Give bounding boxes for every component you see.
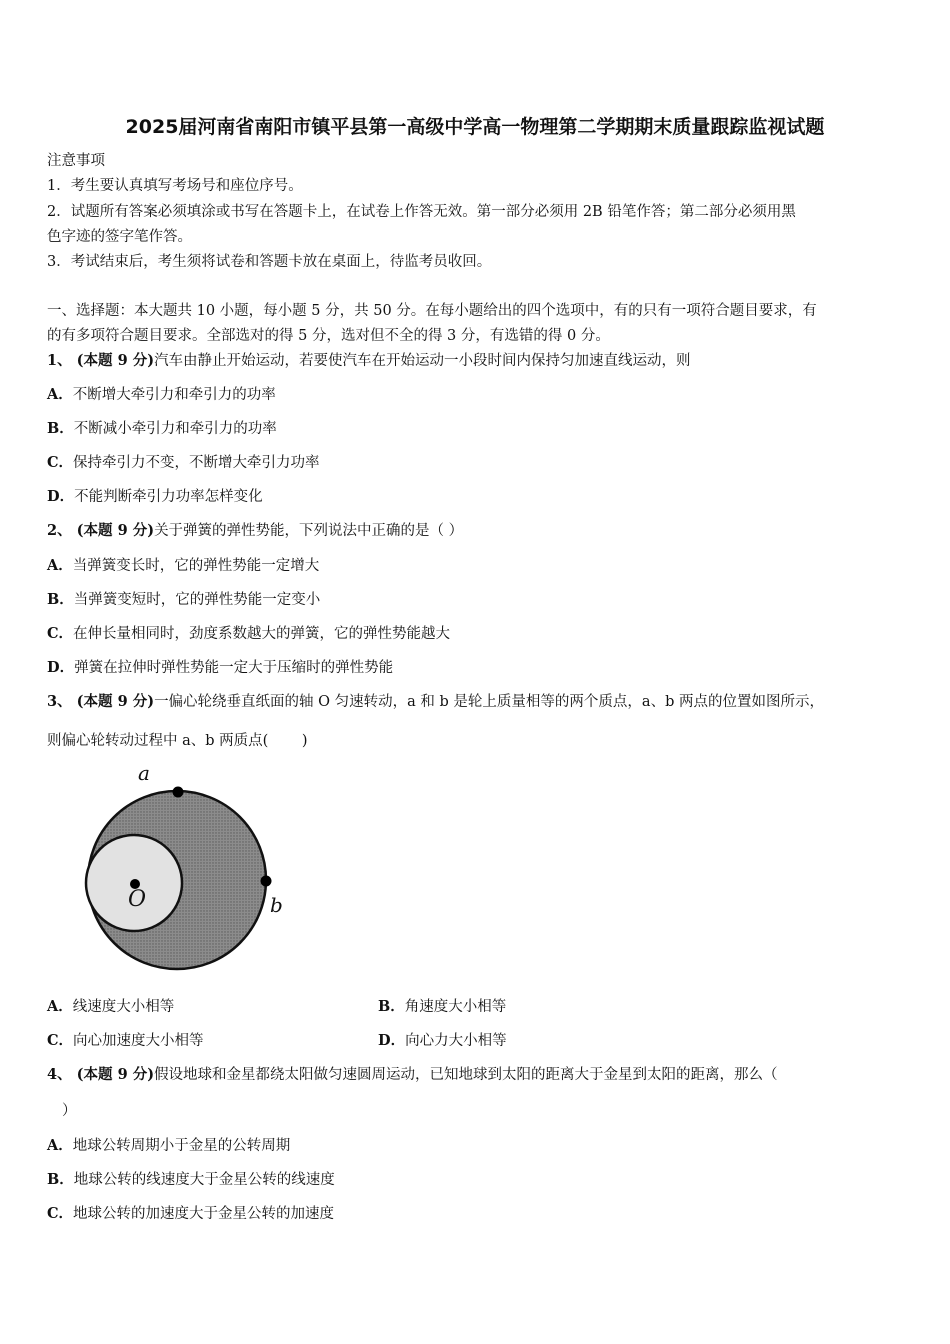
q3-stem-cont: 则偏心轮转动过程中 a、b 两质点( ) bbox=[47, 733, 308, 749]
option-text: 地球公转的加速度大于金星公转的加速度 bbox=[73, 1206, 335, 1222]
option-label: B． bbox=[47, 1171, 74, 1188]
q1-number: 1、 bbox=[47, 352, 72, 369]
option-label: B． bbox=[378, 998, 405, 1015]
q2-score: (本题 9 分) bbox=[76, 522, 155, 539]
option-text: 角速度大小相等 bbox=[404, 999, 507, 1015]
eccentric-wheel-figure bbox=[80, 760, 290, 975]
q2-stem: 关于弹簧的弹性势能，下列说法中正确的是（ ） bbox=[154, 523, 464, 539]
question-3 bbox=[47, 692, 824, 712]
q4-option-a bbox=[47, 1136, 290, 1156]
q3-score: (本题 9 分) bbox=[76, 693, 155, 710]
option-label: C． bbox=[47, 1032, 74, 1049]
notice-item-1: 1．考生要认真填写考场号和座位序号。 bbox=[47, 178, 303, 194]
q3-option-a bbox=[47, 997, 174, 1017]
label-b: b bbox=[270, 893, 283, 917]
option-text: 保持牵引力不变，不断增大牵引力功率 bbox=[73, 455, 320, 471]
q4-stem: 假设地球和金星都绕太阳做匀速圆周运动，已知地球到太阳的距离大于金星到太阳的距离，那么（ bbox=[154, 1067, 778, 1083]
q1-stem: 汽车由静止开始运动，若要使汽车在开始运动一小段时间内保持匀加速直线运动，则 bbox=[154, 353, 691, 369]
point-b bbox=[261, 876, 272, 887]
option-text: 向心力大小相等 bbox=[405, 1033, 507, 1049]
option-label: B． bbox=[47, 591, 74, 608]
option-text: 向心加速度大小相等 bbox=[73, 1033, 204, 1049]
exam-title: 2025届河南省南阳市镇平县第一高级中学高一物理第二学期期末质量跟踪监视试题 bbox=[125, 116, 825, 138]
question-1 bbox=[47, 351, 691, 371]
option-text: 弹簧在拉伸时弹性势能一定大于压缩时的弹性势能 bbox=[74, 660, 394, 676]
option-text: 当弹簧变短时，它的弹性势能一定变小 bbox=[73, 592, 321, 608]
q2-option-a bbox=[47, 556, 319, 576]
q4-stem-cont: ） bbox=[62, 1103, 77, 1119]
option-label: A． bbox=[47, 557, 73, 574]
option-label: D． bbox=[47, 488, 75, 505]
q3-option-c bbox=[47, 1031, 204, 1051]
notice-heading: 注意事项 bbox=[47, 153, 105, 169]
q1-option-b bbox=[47, 419, 277, 439]
option-text: 在伸长量相同时，劲度系数越大的弹簧，它的弹性势能越大 bbox=[73, 626, 451, 642]
q4-number: 4、 bbox=[47, 1066, 72, 1083]
label-o: O bbox=[128, 887, 147, 912]
point-a bbox=[173, 787, 184, 798]
q1-option-c bbox=[47, 453, 320, 473]
q2-option-d bbox=[47, 658, 393, 678]
option-label: B． bbox=[47, 420, 74, 437]
option-label: C． bbox=[47, 1205, 74, 1222]
question-2 bbox=[47, 521, 463, 541]
q4-option-b bbox=[47, 1170, 335, 1190]
option-label: D． bbox=[378, 1032, 406, 1049]
label-a: a bbox=[138, 761, 150, 785]
q2-option-b bbox=[47, 590, 320, 610]
option-label: C． bbox=[47, 625, 74, 642]
q3-option-d bbox=[378, 1031, 507, 1051]
option-text: 不能判断牵引力功率怎样变化 bbox=[74, 489, 263, 505]
q1-score: (本题 9 分) bbox=[76, 352, 155, 369]
option-text: 不断减小牵引力和牵引力的功率 bbox=[73, 421, 277, 437]
q4-option-c bbox=[47, 1204, 334, 1224]
q1-option-d bbox=[47, 487, 263, 507]
option-label: A． bbox=[47, 1137, 73, 1154]
option-label: A． bbox=[47, 386, 73, 403]
option-label: C． bbox=[47, 454, 74, 471]
q3-option-b bbox=[378, 997, 506, 1017]
notice-item-2-cont: 色字迹的签字笔作答。 bbox=[47, 229, 192, 245]
q1-option-a bbox=[47, 385, 276, 405]
option-label: A． bbox=[47, 998, 73, 1015]
q2-option-c bbox=[47, 624, 450, 644]
option-text: 地球公转周期小于金星的公转周期 bbox=[72, 1138, 291, 1154]
option-text: 不断增大牵引力和牵引力的功率 bbox=[72, 387, 276, 403]
notice-item-2: 2．试题所有答案必须填涂或书写在答题卡上，在试卷上作答无效。第一部分必须用 2B 铅笔作答；第二部分必须用黑 bbox=[47, 204, 796, 220]
option-text: 地球公转的线速度大于金星公转的线速度 bbox=[73, 1172, 335, 1188]
option-label: D． bbox=[47, 659, 75, 676]
q3-number: 3、 bbox=[47, 693, 72, 710]
question-4 bbox=[47, 1065, 778, 1085]
q4-score: (本题 9 分) bbox=[76, 1066, 155, 1083]
option-text: 当弹簧变长时，它的弹性势能一定增大 bbox=[72, 558, 320, 574]
q3-stem: 一偏心轮绕垂直纸面的轴 O 匀速转动，a 和 b 是轮上质量相等的两个质点，a、b 两点的位置如图所示， bbox=[154, 694, 824, 710]
option-text: 线速度大小相等 bbox=[72, 999, 175, 1015]
notice-item-3: 3．考试结束后，考生须将试卷和答题卡放在桌面上，待监考员收回。 bbox=[47, 254, 492, 270]
q2-number: 2、 bbox=[47, 522, 72, 539]
section-instructions-line1: 一、选择题：本大题共 10 小题，每小题 5 分，共 50 分。在每小题给出的四个选项中，有的只有一项符合题目要求，有 bbox=[47, 303, 817, 319]
section-instructions-line2: 的有多项符合题目要求。全部选对的得 5 分，选对但不全的得 3 分，有选错的得 0 分。 bbox=[47, 328, 610, 344]
